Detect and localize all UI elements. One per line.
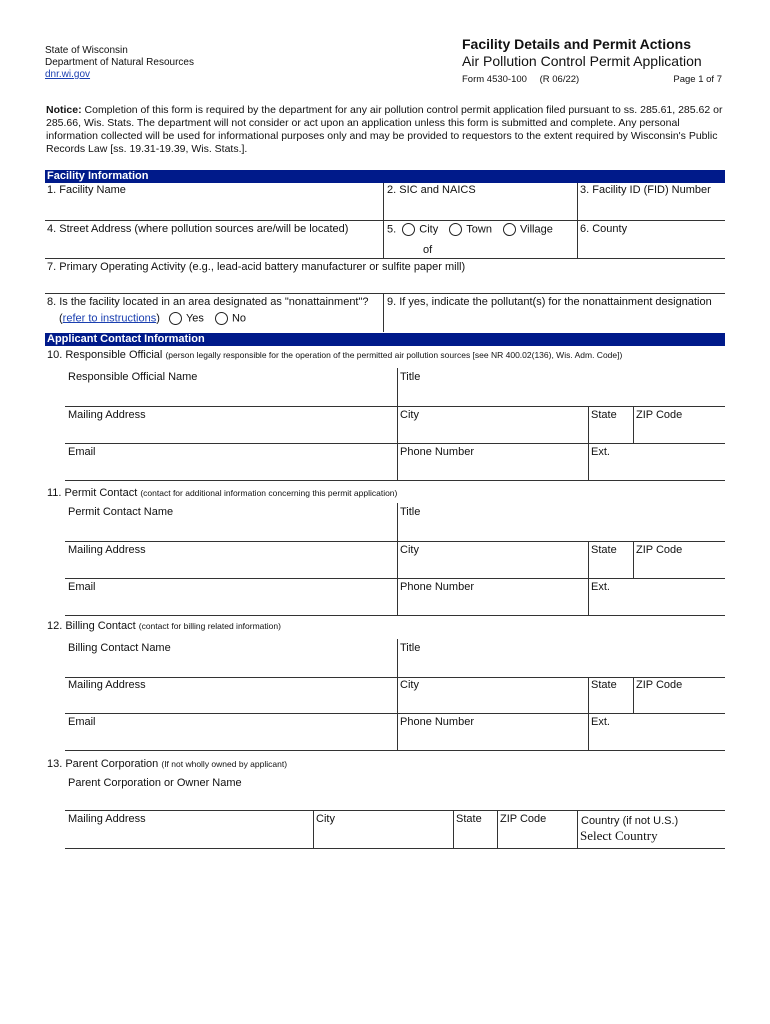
bc-zip-label: ZIP Code: [636, 679, 683, 691]
responsible-official-note: (person legally responsible for the operation of the permitted air pollution sources [see NR 400.02(136), Wis. Adm. Code]): [165, 350, 623, 360]
billing-contact-heading: 12. Billing Contact (contact for billing related information): [47, 620, 281, 632]
facility-name-label: 1. Facility Name: [47, 184, 126, 196]
form-subtitle: Air Pollution Control Permit Application: [462, 53, 702, 69]
facility-id-label: 3. Facility ID (FID) Number: [580, 184, 711, 196]
form-header: [462, 36, 722, 86]
village-radio[interactable]: [503, 223, 516, 236]
no-option: No: [231, 312, 247, 325]
instructions-link[interactable]: refer to instructions: [62, 312, 157, 325]
ro-phone-label: Phone Number: [400, 446, 474, 458]
yes-option: Yes: [185, 312, 204, 325]
street-address-label: 4. Street Address (where pollution sources are/will be located): [47, 223, 349, 235]
ro-email-label: Email: [68, 446, 96, 458]
website-link[interactable]: dnr.wi.gov: [45, 69, 91, 80]
form-title: Facility Details and Permit Actions: [462, 36, 691, 52]
bc-ext-label: Ext.: [591, 716, 610, 728]
pc-email-label: Email: [68, 581, 96, 593]
bc-state-label: State: [591, 679, 617, 691]
bc-title-label: Title: [400, 642, 421, 654]
billing-contact-note: (contact for billing related information): [138, 621, 281, 631]
page-number: Page 1 of 7: [673, 74, 722, 85]
municipality-label: 5. City Town Village: [387, 223, 553, 236]
parent-corp-heading: 13. Parent Corporation (If not wholly owned by applicant): [47, 758, 288, 770]
permit-contact-note: (contact for additional information concerning this permit application): [140, 488, 398, 498]
no-radio[interactable]: [215, 312, 228, 325]
town-radio[interactable]: [449, 223, 462, 236]
agency-block: [45, 45, 194, 81]
nonattainment-question: 8. Is the facility located in an area designated as "nonattainment"?: [47, 296, 369, 308]
operating-activity-label: 7. Primary Operating Activity (e.g., lead-acid battery manufacturer or sulfite paper mill): [47, 261, 466, 273]
parent-corp-note: (If not wholly owned by applicant): [161, 759, 288, 769]
bc-email-label: Email: [68, 716, 96, 728]
bc-city-label: City: [400, 679, 419, 691]
notice-label: Notice:: [46, 104, 82, 116]
pc-zip-label: ZIP Code: [636, 544, 683, 556]
parent-city-label: City: [316, 813, 335, 825]
ro-city-label: City: [400, 409, 419, 421]
pc-mailing-label: Mailing Address: [68, 544, 146, 556]
parent-corp-name-label: Parent Corporation or Owner Name: [68, 777, 242, 789]
state-name: State of Wisconsin: [45, 45, 128, 56]
ro-state-label: State: [591, 409, 617, 421]
ro-zip-label: ZIP Code: [636, 409, 683, 421]
pollutants-label: 9. If yes, indicate the pollutant(s) for the nonattainment designation: [387, 296, 712, 308]
ro-ext-label: Ext.: [591, 446, 610, 458]
ro-name-label: Responsible Official Name: [68, 371, 198, 383]
bc-mailing-label: Mailing Address: [68, 679, 146, 691]
of-label: of: [423, 244, 433, 256]
pc-title-label: Title: [400, 506, 421, 518]
ro-mailing-label: Mailing Address: [68, 409, 146, 421]
pc-state-label: State: [591, 544, 617, 556]
yes-radio[interactable]: [169, 312, 182, 325]
county-label: 6. County: [580, 223, 628, 235]
responsible-official-heading: 10. Responsible Official (person legally responsible for the operation of the permitted air pollution sources [see NR 400.02(136), Wis. Adm. Code]): [47, 349, 623, 361]
notice: [46, 104, 724, 156]
nonattainment-options: (refer to instructions) Yes No: [59, 312, 247, 325]
facility-section-header: Facility Information: [45, 170, 725, 183]
parent-country-label: Country (if not U.S.): [581, 815, 679, 827]
applicant-section-header: Applicant Contact Information: [45, 333, 725, 346]
notice-text: Completion of this form is required by the department for any air pollution control permit application filed pursuant to ss. 285.61, 285.62 or 285.66, Wis. Stats. The department will not consider or act upon an application unless this form is submitted and complete. Any personal information collected will be used for informational purposes only and may be provided to requestors to the extent required by Wisconsin's Public Records Law [ss. 19.31-19.39, Wis. Stats.].: [46, 104, 723, 155]
sic-naics-label: 2. SIC and NAICS: [387, 184, 476, 196]
parent-state-label: State: [456, 813, 482, 825]
permit-contact-heading: 11. Permit Contact (contact for additional information concerning this permit application): [47, 487, 398, 499]
form-number: Form 4530-100: [462, 74, 527, 85]
pc-city-label: City: [400, 544, 419, 556]
department-name: Department of Natural Resources: [45, 57, 194, 68]
town-option: Town: [466, 223, 492, 236]
country-select[interactable]: Select Country: [580, 828, 658, 843]
pc-phone-label: Phone Number: [400, 581, 474, 593]
bc-phone-label: Phone Number: [400, 716, 474, 728]
form-revision: (R 06/22): [539, 74, 580, 85]
village-option: Village: [520, 223, 553, 236]
bc-name-label: Billing Contact Name: [68, 642, 171, 654]
parent-zip-label: ZIP Code: [500, 813, 547, 825]
pc-name-label: Permit Contact Name: [68, 506, 174, 518]
pc-ext-label: Ext.: [591, 581, 610, 593]
ro-title-label: Title: [400, 371, 421, 383]
city-option: City: [419, 223, 439, 236]
parent-mailing-label: Mailing Address: [68, 813, 146, 825]
city-radio[interactable]: [402, 223, 415, 236]
